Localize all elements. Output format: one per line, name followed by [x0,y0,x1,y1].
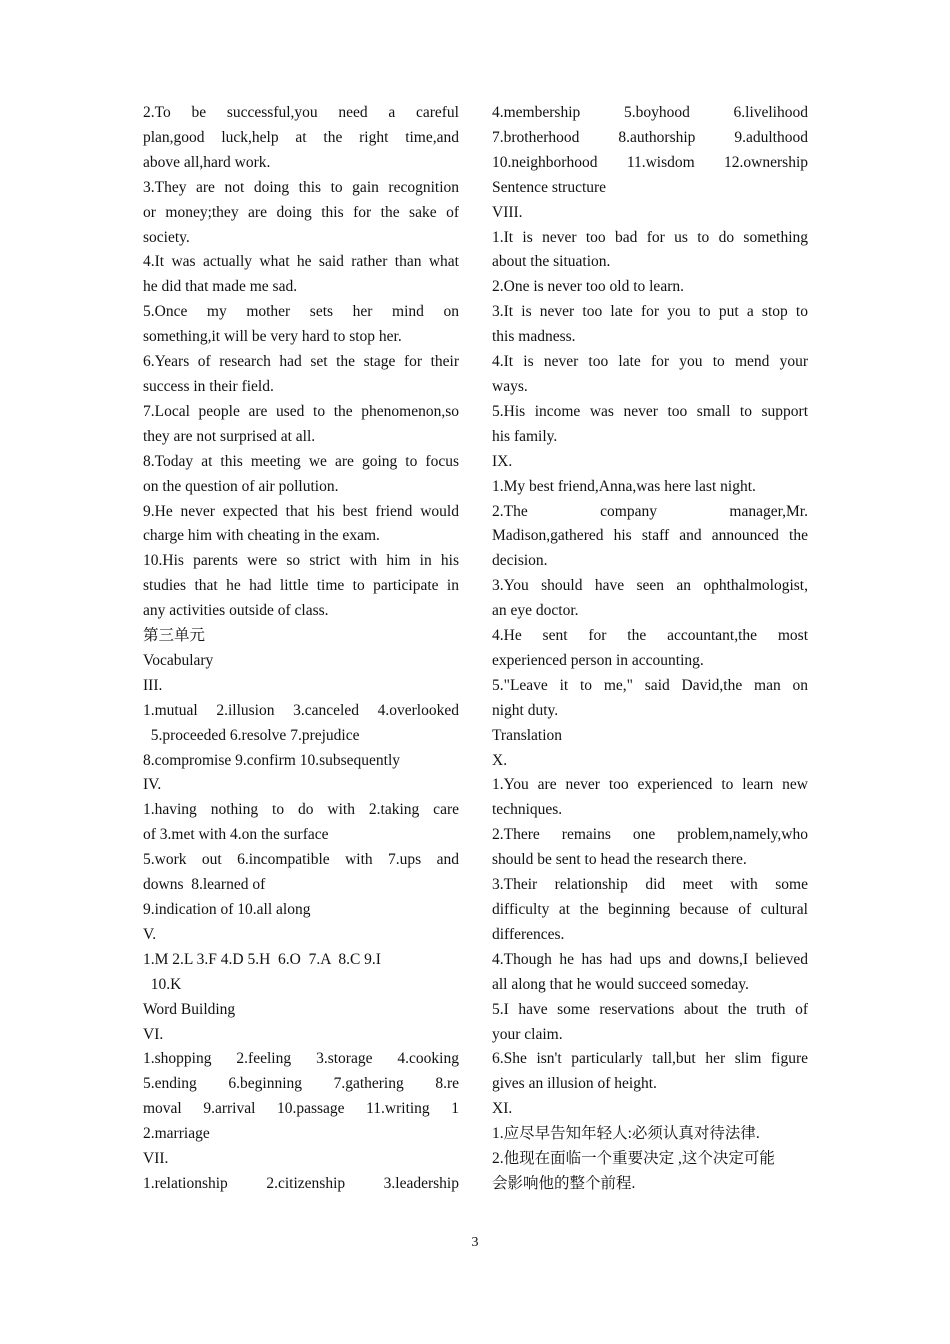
text-line: III. [143,676,163,694]
text-line: 会影响他的整个前程. [492,1174,636,1192]
text-line: Vocabulary [143,651,214,669]
text-line: X. [492,751,508,769]
text-line: 2.One is never too old to learn. [492,278,684,296]
text-line: 1.My best friend,Anna,was here last night. [492,477,756,495]
text-line: 2.There remains one problem,namely,who [492,826,808,844]
text-line: 2.他现在面临一个重要决定 ,这个决定可能 [492,1150,775,1168]
text-line: 8.Today at this meeting we are going to focus [143,452,459,470]
text-line: studies that he had little time to participate in [143,577,459,595]
text-line: V. [143,925,157,943]
text-line: 10.His parents were so strict with him in his [143,552,459,570]
text-line: 7.brotherhood 8.authorship 9.adulthood [492,128,808,146]
text-line: charge him with cheating in the exam. [143,527,380,545]
text-line: 1.M 2.L 3.F 4.D 5.H 6.O 7.A 8.C 9.I [143,950,381,968]
text-line: 4.membership 5.boyhood 6.livelihood [492,104,808,121]
text-line: 2.To be successful,you need a careful [143,104,459,121]
text-line: IV. [143,776,162,794]
text-line: plan,good luck,help at the right time,and [143,128,459,146]
page-number: 3 [471,1235,479,1250]
text-line: 3.They are not doing this to gain recognition [143,178,459,196]
text-line: 第三单元 [143,627,206,645]
text-line: 4.Though he has had ups and downs,I believed [492,950,808,968]
text-line: 1.relationship 2.citizenship 3.leadership [143,1174,459,1192]
text-line: downs 8.learned of [143,876,266,894]
text-line: 5.proceeded 6.resolve 7.prejudice [143,726,360,744]
text-line: your claim. [492,1025,563,1043]
text-line: 4.He sent for the accountant,the most [492,627,808,645]
text-line: 1.应尽早告知年轻人:必须认真对待法律. [492,1125,760,1143]
text-line: 1.It is never too bad for us to do something [492,228,808,246]
text-line: VI. [143,1025,164,1043]
text-line: or money;they are doing this for the sake of [143,203,459,221]
text-line: 4.It was actually what he said rather than what [143,253,459,271]
text-line: IX. [492,452,513,470]
text-line: Translation [492,726,563,744]
text-line: 2.The company manager,Mr. [492,502,808,520]
text-line: 8.compromise 9.confirm 10.subsequently [143,751,400,769]
text-line: moval 9.arrival 10.passage 11.writing 1 [143,1100,459,1118]
text-line: 9.indication of 10.all along [143,901,311,918]
text-line: 2.marriage [143,1125,210,1143]
text-line: 3.You should have seen an ophthalmologist, [492,577,808,595]
text-line: techniques. [492,801,563,819]
text-line: they are not surprised at all. [143,427,316,445]
text-line: 5.His income was never too small to support [492,402,808,420]
text-line: XI. [492,1100,513,1118]
right-text-column [492,101,808,1197]
text-line: on the question of air pollution. [143,477,339,495]
text-line: above all,hard work. [143,153,271,171]
text-line: 5.ending 6.beginning 7.gathering 8.re [143,1075,459,1093]
text-line: experienced person in accounting. [492,651,704,669]
text-line: 5.work out 6.incompatible with 7.ups and [143,851,459,869]
text-line: 5.Once my mother sets her mind on [143,303,459,321]
text-line: 6.She isn't particularly tall,but her slim figure [492,1050,808,1068]
text-line: success in their field. [143,377,274,395]
text-line: his family. [492,427,558,445]
text-line: 1.having nothing to do with 2.taking care [143,801,459,819]
text-line: an eye doctor. [492,602,579,620]
text-line: ways. [492,377,528,395]
text-line: Madison,gathered his staff and announced the [492,527,808,545]
text-line: all along that he would succeed someday. [492,975,749,993]
text-line: VIII. [492,203,523,221]
text-line: difficulty at the beginning because of cultural [492,901,808,918]
text-line: 4.It is never too late for you to mend your [492,353,808,371]
text-line: 10.K [143,975,182,993]
text-line: 7.Local people are used to the phenomenon,so [143,402,459,420]
text-line: about the situation. [492,253,611,271]
text-line: this madness. [492,328,576,346]
text-line: 1.mutual 2.illusion 3.canceled 4.overlooked [143,701,459,719]
text-line: 3.It is never too late for you to put a stop to [492,303,808,321]
text-line: of 3.met with 4.on the surface [143,826,329,844]
text-line: 5.I have some reservations about the truth of [492,1000,808,1018]
text-line: 10.neighborhood 11.wisdom 12.ownership [492,153,808,171]
text-line: 3.Their relationship did meet with some [492,876,808,894]
text-line: any activities outside of class. [143,602,329,620]
text-line: differences. [492,925,565,943]
text-line: decision. [492,552,548,570]
text-line: Word Building [143,1000,236,1018]
left-text-column [143,101,459,1197]
text-line: gives an illusion of height. [492,1075,657,1093]
text-line: night duty. [492,701,559,719]
text-line: should be sent to head the research there. [492,851,747,869]
text-line: 1.You are never too experienced to learn new [492,776,808,794]
text-line: society. [143,228,190,246]
text-line: 5."Leave it to me," said David,the man on [492,676,808,694]
text-line: he did that made me sad. [143,278,298,296]
text-line: 1.shopping 2.feeling 3.storage 4.cooking [143,1050,459,1068]
text-line: VII. [143,1150,169,1168]
text-line: 9.He never expected that his best friend would [143,502,459,520]
text-line: something,it will be very hard to stop her. [143,328,402,346]
text-line: 6.Years of research had set the stage for their [143,353,459,371]
text-line: Sentence structure [492,178,607,196]
